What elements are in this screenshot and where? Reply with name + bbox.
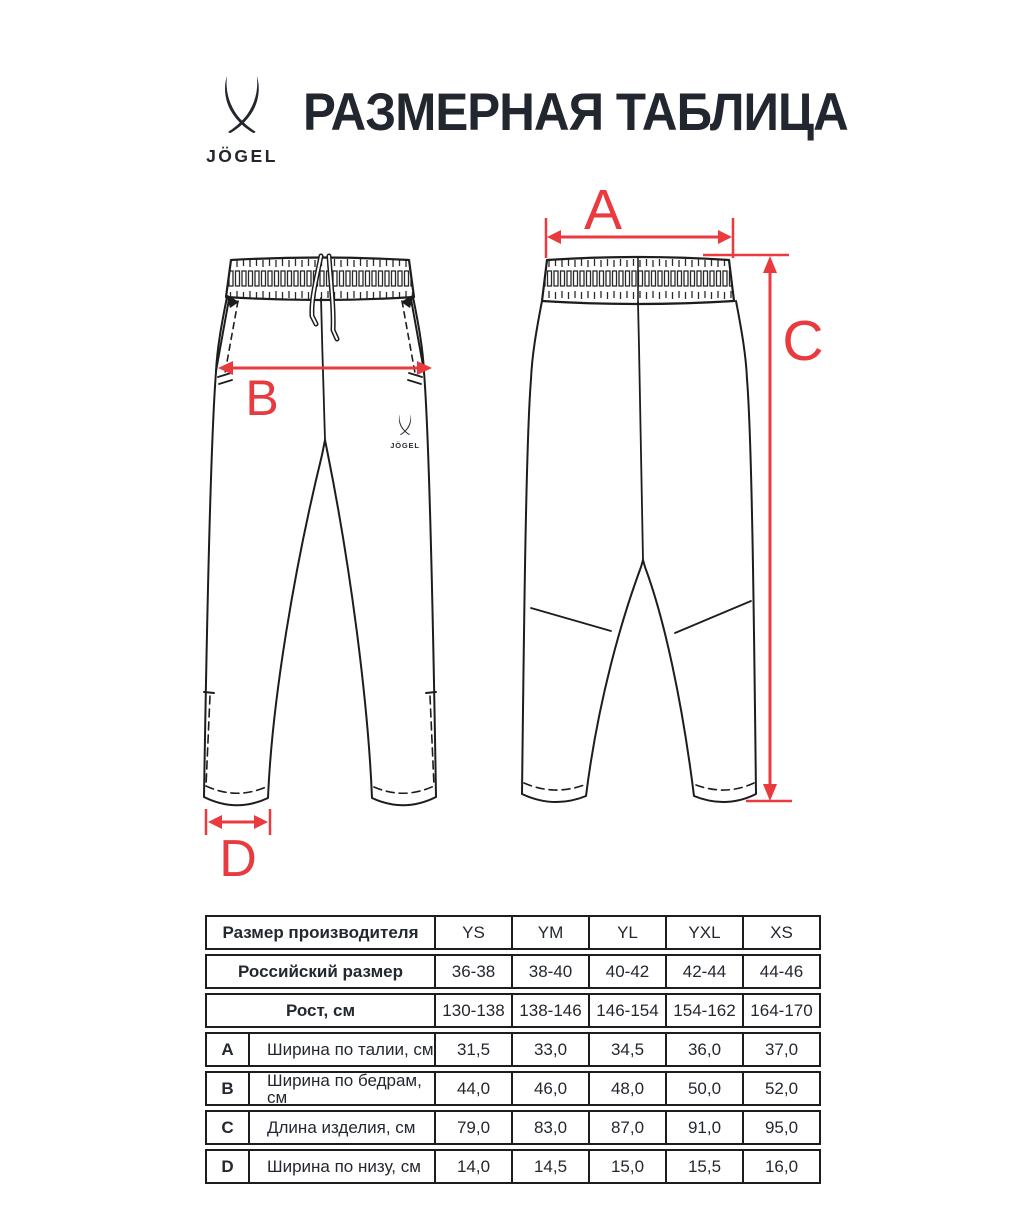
dimension-arrow-c	[746, 256, 824, 801]
back-pants-drawing	[522, 257, 756, 802]
cell: 37,0	[742, 1034, 819, 1065]
dimension-label-c: C	[782, 309, 824, 373]
brand-logo	[196, 64, 288, 170]
size-ys: YS	[434, 917, 511, 948]
front-pants-drawing	[204, 256, 436, 805]
cell: 44,0	[434, 1073, 511, 1104]
size-table	[205, 915, 821, 1184]
table-row-measure-a	[205, 1032, 821, 1067]
cell: 42-44	[665, 956, 742, 987]
cell: 44-46	[742, 956, 819, 987]
cell: 36-38	[434, 956, 511, 987]
cell: 79,0	[434, 1112, 511, 1143]
measure-letter: D	[221, 1157, 234, 1176]
pants-measurement-diagram	[0, 175, 1024, 905]
cell: 38-40	[511, 956, 588, 987]
table-row-height	[205, 993, 821, 1028]
measure-description: Ширина по бедрам, см	[248, 1073, 434, 1104]
table-row-measure-c	[205, 1110, 821, 1145]
measure-description: Длина изделия, см	[248, 1112, 434, 1143]
table-row-measure-d	[205, 1149, 821, 1184]
cell: 14,0	[434, 1151, 511, 1182]
cell: 130-138	[434, 995, 511, 1026]
dimension-label-d: D	[219, 830, 257, 888]
cell: 146-154	[588, 995, 665, 1026]
size-yxl: YXL	[665, 917, 742, 948]
brand-logo-mark	[225, 76, 259, 133]
cell: 14,5	[511, 1151, 588, 1182]
row-label: Размер производителя	[222, 923, 419, 942]
cell: 15,0	[588, 1151, 665, 1182]
cell: 40-42	[588, 956, 665, 987]
cell: 50,0	[665, 1073, 742, 1104]
cell: 154-162	[665, 995, 742, 1026]
table-row-manufacturer-size	[205, 915, 821, 950]
row-label: Российский размер	[238, 962, 403, 981]
measure-letter: A	[221, 1040, 234, 1059]
cell: 164-170	[742, 995, 819, 1026]
cell: 83,0	[511, 1112, 588, 1143]
cell: 91,0	[665, 1112, 742, 1143]
measure-description: Ширина по низу, см	[248, 1151, 434, 1182]
cell: 87,0	[588, 1112, 665, 1143]
dimension-arrow-d	[206, 809, 270, 888]
measure-letter: B	[221, 1079, 234, 1098]
measure-letter: C	[221, 1118, 234, 1137]
dimension-label-a: A	[583, 178, 623, 242]
table-row-measure-b	[205, 1071, 821, 1106]
table-row-russian-size	[205, 954, 821, 989]
cell: 15,5	[665, 1151, 742, 1182]
pant-logo-wordmark: JÖGEL	[390, 441, 420, 450]
size-ym: YM	[511, 917, 588, 948]
cell: 138-146	[511, 995, 588, 1026]
cell: 31,5	[434, 1034, 511, 1065]
row-label: Рост, см	[285, 1001, 356, 1020]
dimension-label-b: B	[245, 370, 279, 426]
cell: 52,0	[742, 1073, 819, 1104]
cell: 36,0	[665, 1034, 742, 1065]
cell: 46,0	[511, 1073, 588, 1104]
dimension-arrow-a	[546, 178, 789, 258]
size-yl: YL	[588, 917, 665, 948]
front-pants-body	[204, 297, 436, 805]
size-xs: XS	[742, 917, 819, 948]
cell: 34,5	[588, 1034, 665, 1065]
cell: 95,0	[742, 1112, 819, 1143]
measure-description: Ширина по талии, см	[248, 1034, 434, 1065]
cell: 16,0	[742, 1151, 819, 1182]
cell: 33,0	[511, 1034, 588, 1065]
cell: 48,0	[588, 1073, 665, 1104]
brand-logo-wordmark: JÖGEL	[206, 146, 278, 166]
page-title: РАЗМЕРНАЯ ТАБЛИЦА	[303, 83, 848, 142]
